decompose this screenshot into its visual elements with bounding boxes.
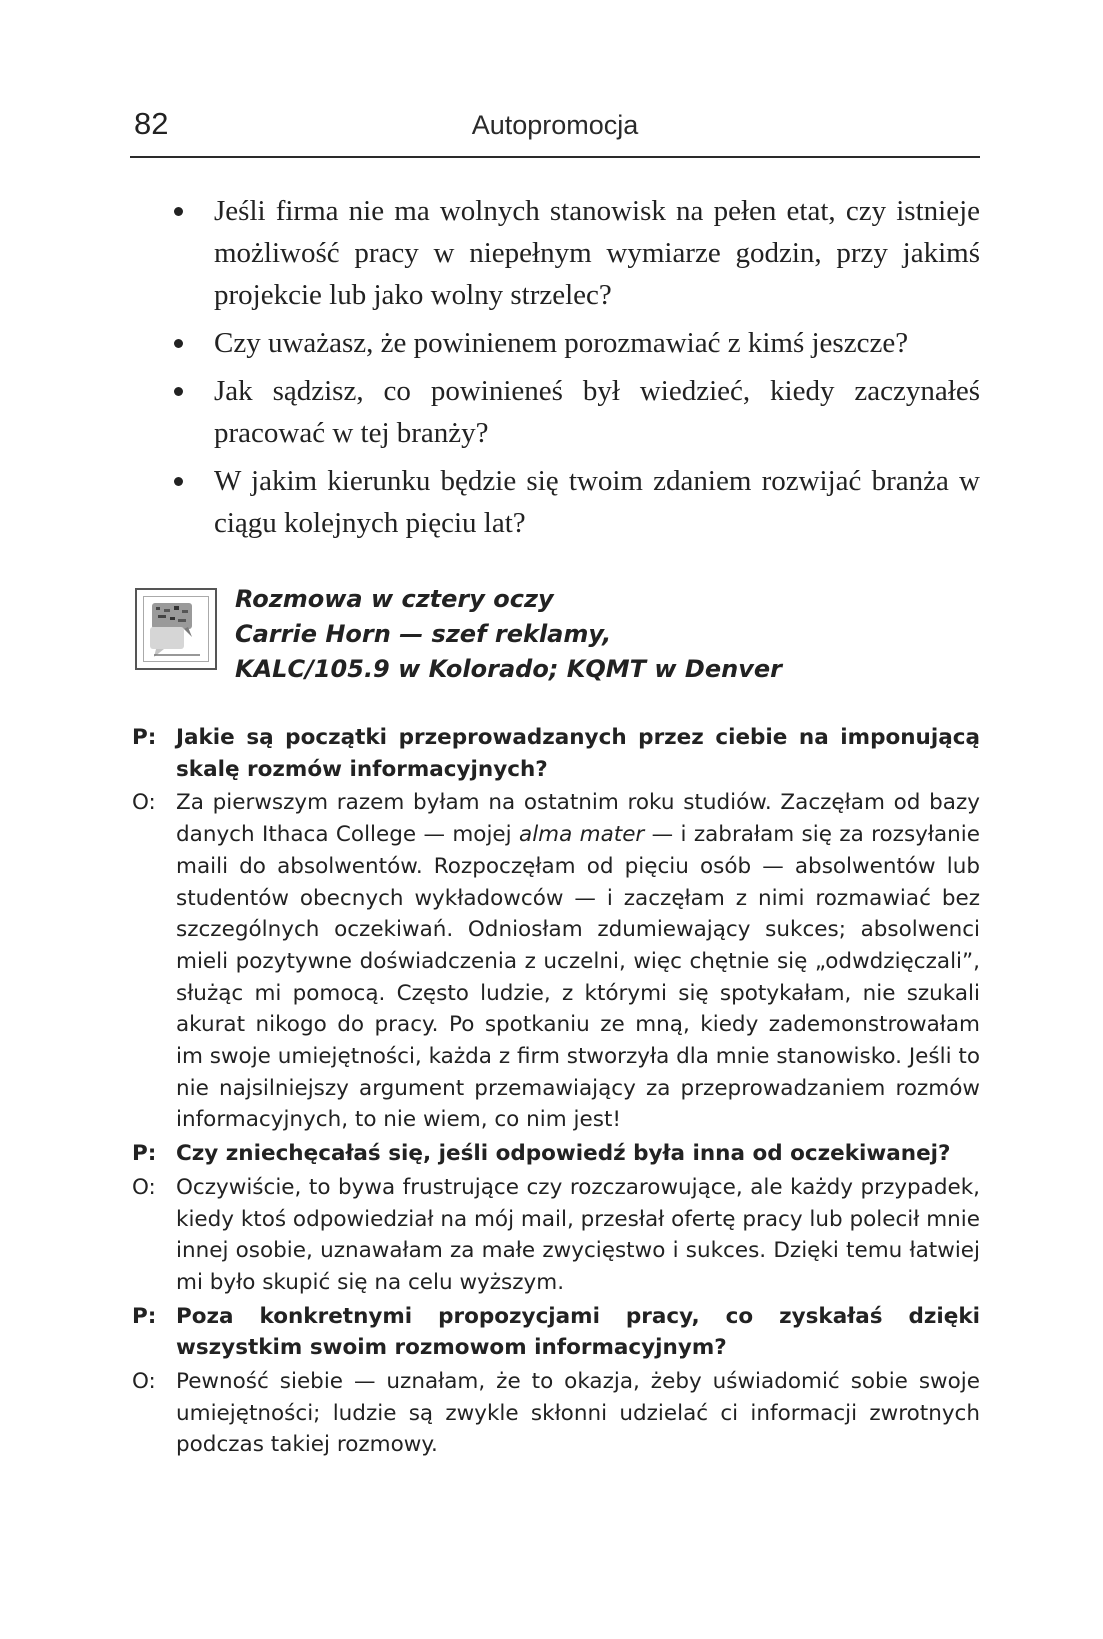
- running-head: Autopromocja: [471, 110, 639, 140]
- question-text: Jakie są początki przeprowadzanych przez ciebie na imponującą skalę rozmów informacyjnych?: [176, 725, 980, 782]
- bullet-icon: [174, 387, 183, 396]
- bullet-icon: [174, 207, 183, 216]
- answer-text-part: — i zabrałam się za rozsyłanie maili do absolwentów. Rozpoczęłam od pięciu osób — absolwentów lub studentów obecnych wykładowców — i zaczęłam z nimi rozmawiać bez szczególnych oczekiwań. Odniosłam zdumiewający sukces; absolwenci mieli pozytywne doświadczenia z uczelni, więc chętnie się „odwdzięczali”, służąc mi pomocą. Często ludzie, z którymi się spotykałam, nie szukali akurat nikogo do pracy. Po spotkaniu ze mną, kiedy zademonstrowałam im swoje umiejętności, każda z firm stworzyła dla mnie stanowisko. Jeśli to nie najsilniejszy argument przemawiający za przeprowadzaniem rozmów informacyjnych, to nie wiem, co nim jest!: [176, 822, 980, 1133]
- list-item: [170, 322, 980, 364]
- answer: [132, 1366, 980, 1461]
- interviewee-affiliation: KALC/105.9 w Kolorado; KQMT w Denver: [235, 655, 782, 683]
- interview-title: Rozmowa w cztery oczy: [235, 585, 554, 613]
- question-bullet-list: [170, 190, 980, 550]
- answer-marker: O:: [132, 1174, 156, 1200]
- interview-qa: [132, 722, 980, 1463]
- question-marker: P:: [132, 1303, 157, 1329]
- list-item: [170, 190, 980, 316]
- question: [132, 1138, 980, 1170]
- list-item: [170, 370, 980, 454]
- question-marker: P:: [132, 1141, 157, 1167]
- answer-text: [176, 787, 980, 1136]
- answer-italic-term: alma mater: [519, 822, 645, 848]
- bullet-icon: [174, 477, 183, 486]
- bullet-text: Jak sądzisz, co powinieneś był wiedzieć, kiedy zaczynałeś pracować w tej branży?: [214, 375, 980, 449]
- bullet-icon: [174, 339, 183, 348]
- interview-header: [235, 582, 975, 687]
- answer: [132, 1172, 980, 1299]
- page-header: [130, 100, 980, 158]
- list-item: [170, 460, 980, 544]
- bullet-text: W jakim kierunku będzie się twoim zdaniem rozwijać branża w ciągu kolejnych pięciu lat?: [214, 465, 980, 539]
- answer: [132, 787, 980, 1136]
- question-text: Poza konkretnymi propozycjami pracy, co zyskałaś dzięki wszystkim swoim rozmowom informacyjnym?: [176, 1303, 980, 1361]
- question-marker: P:: [132, 725, 157, 750]
- answer-text: Pewność siebie — uznałam, że to okazja, żeby uświadomić sobie swoje umiejętności; ludzie są zwykle skłonni udzielać ci informacji zwrotnych podczas takiej rozmowy.: [176, 1369, 980, 1458]
- question: [132, 1301, 980, 1364]
- answer-text-part: Za pierwszym razem byłam na ostatnim roku studiów. Zaczęłam od bazy danych Ithaca College — mojej: [176, 790, 980, 848]
- bullet-text: Jeśli firma nie ma wolnych stanowisk na pełen etat, czy istnieje możliwość pracy w niepełnym wymiarze godzin, przy jakimś projekcie lub jako wolny strzelec?: [214, 195, 980, 311]
- interview-speech-bubbles-icon: [135, 588, 217, 670]
- question-text: Czy zniechęcałaś się, jeśli odpowiedź była inna od oczekiwanej?: [176, 1141, 951, 1167]
- bullet-text: Czy uważasz, że powinienem porozmawiać z kimś jeszcze?: [214, 327, 909, 359]
- answer-text: Oczywiście, to bywa frustrujące czy rozczarowujące, ale każdy przypadek, kiedy ktoś odpowiedział na mój mail, przesłał ofertę pracy lub polecił mnie innej osobie, uznawałam za małe zwycięstwo i sukces. Dzięki temu łatwiej mi było skupić się na celu wyższym.: [176, 1174, 980, 1295]
- answer-marker: O:: [132, 1369, 156, 1395]
- interviewee-name: Carrie Horn — szef reklamy,: [235, 620, 612, 648]
- answer-marker: O:: [132, 790, 156, 816]
- page-number: 82: [134, 106, 169, 141]
- question: [132, 722, 980, 785]
